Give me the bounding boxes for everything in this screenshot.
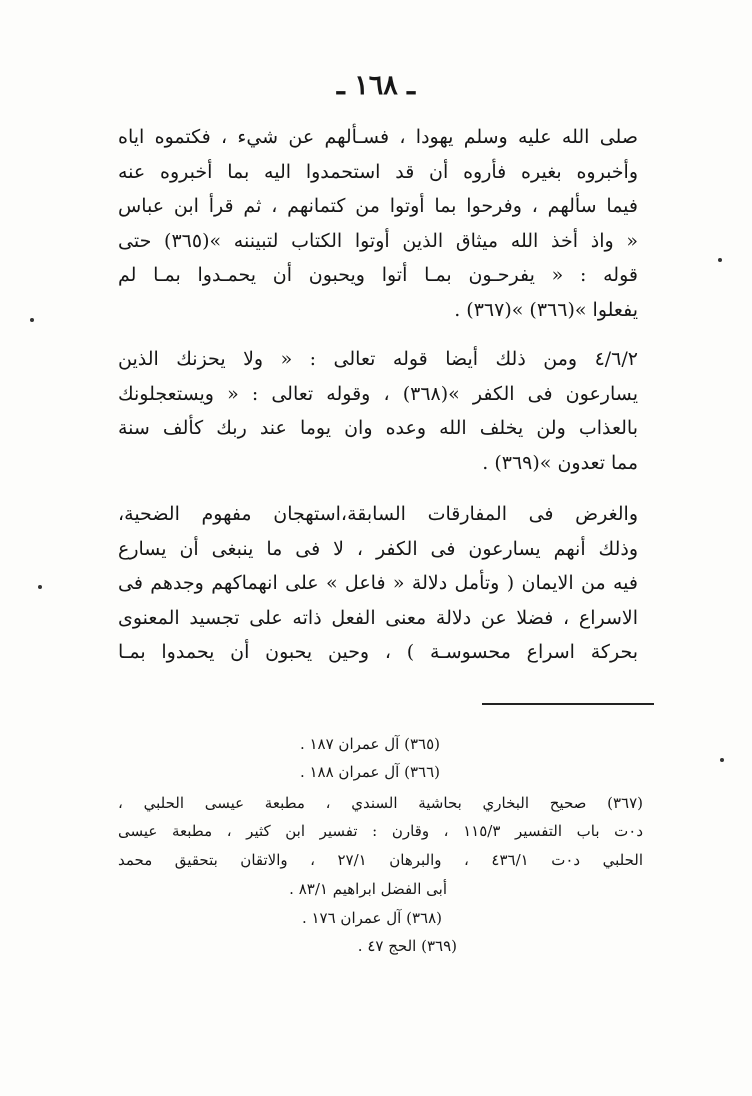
footnote-366: (٣٦٦) آل عمران ١٨٨ . (299, 763, 440, 781)
footnote-separator (482, 703, 654, 705)
text-line: بالعذاب ولن يخلف الله وعده وان يوما عند ربك كألف سنة (118, 417, 638, 439)
text-line: « واذ أخذ الله ميثاق الذين أوتوا الكتاب لتبيننه »(٣٦٥) حتى (118, 229, 638, 252)
paragraph-2 (118, 342, 638, 480)
footnote-367-line-4: أبى الفضل ابراهيم ٨٣/١ . (289, 880, 447, 898)
paragraph-1 (118, 120, 638, 327)
text-line: صلى الله عليه وسلم يهودا ، فسـألهم عن شيء ، فكتموه اياه (118, 126, 638, 148)
footnote-367-line-1: (٣٦٧) صحيح البخاري بحاشية السندي ، مطبعة عيسى الحلبي ، (118, 794, 643, 812)
footnote-369: (٣٦٩) الحج ٤٧ . (357, 937, 457, 955)
text-line: يسارعون فى الكفر »(٣٦٨) ، وقوله تعالى : « ويستعجلونك (118, 382, 638, 405)
text-line: فيه من الايمان ( وتأمل دلالة « فاعل » على انهماكهم وجدهم فى (118, 572, 638, 594)
scan-speck (720, 758, 724, 762)
text-line: بحركة اسراع محسوسـة ) ، وحين يحبون أن يحمدوا بمـا (118, 641, 638, 663)
paragraph-3 (118, 497, 638, 670)
text-line: والغرض فى المفارقات السابقة،استهجان مفهوم الضحية، (118, 503, 638, 525)
text-line: وذلك أنهم يسارعون فى الكفر ، لا فى ما ينبغى أن يسارع (118, 537, 638, 560)
scan-speck (30, 318, 34, 322)
page-number: ـ ١٦٨ ـ (336, 70, 416, 101)
text-line: قوله : « يفرحـون بمـا أتوا ويحبون أن يحمـدوا بمـا لم (118, 264, 638, 286)
footnote-368: (٣٦٨) آل عمران ١٧٦ . (301, 909, 442, 927)
text-line: مما تعدون »(٣٦٩) . (482, 451, 638, 474)
footnote-367-line-3: الحلبي د٠ت ٤٣٦/١ ، والبرهان ٢٧/١ ، والاتقان بتحقيق محمد (118, 851, 643, 869)
text-line: وأخبروه بغيره فأروه أن قد استحمدوا اليه بما أخبروه عنه (118, 160, 638, 183)
scan-speck (718, 258, 722, 262)
scan-speck (38, 585, 42, 589)
text-line: فيما سألهم ، وفرحوا بما أوتوا من كتمانهم ، ثم قرأ ابن عباس (118, 195, 638, 217)
text-line: الاسراع ، فضلا عن دلالة معنى الفعل ذاته على تجسيد المعنوى (118, 606, 638, 629)
text-line: ٤/٦/٢ ومن ذلك أيضا قوله تعالى : « ولا يحزنك الذين (118, 348, 638, 370)
footnote-367-line-2: د٠ت باب التفسير ١١٥/٣ ، وقارن : تفسير ابن كثير ، مطبعة عيسى (118, 822, 643, 840)
text-line: يفعلوا »(٣٦٦) »(٣٦٧) . (454, 298, 638, 321)
footnote-365: (٣٦٥) آل عمران ١٨٧ . (299, 735, 440, 753)
